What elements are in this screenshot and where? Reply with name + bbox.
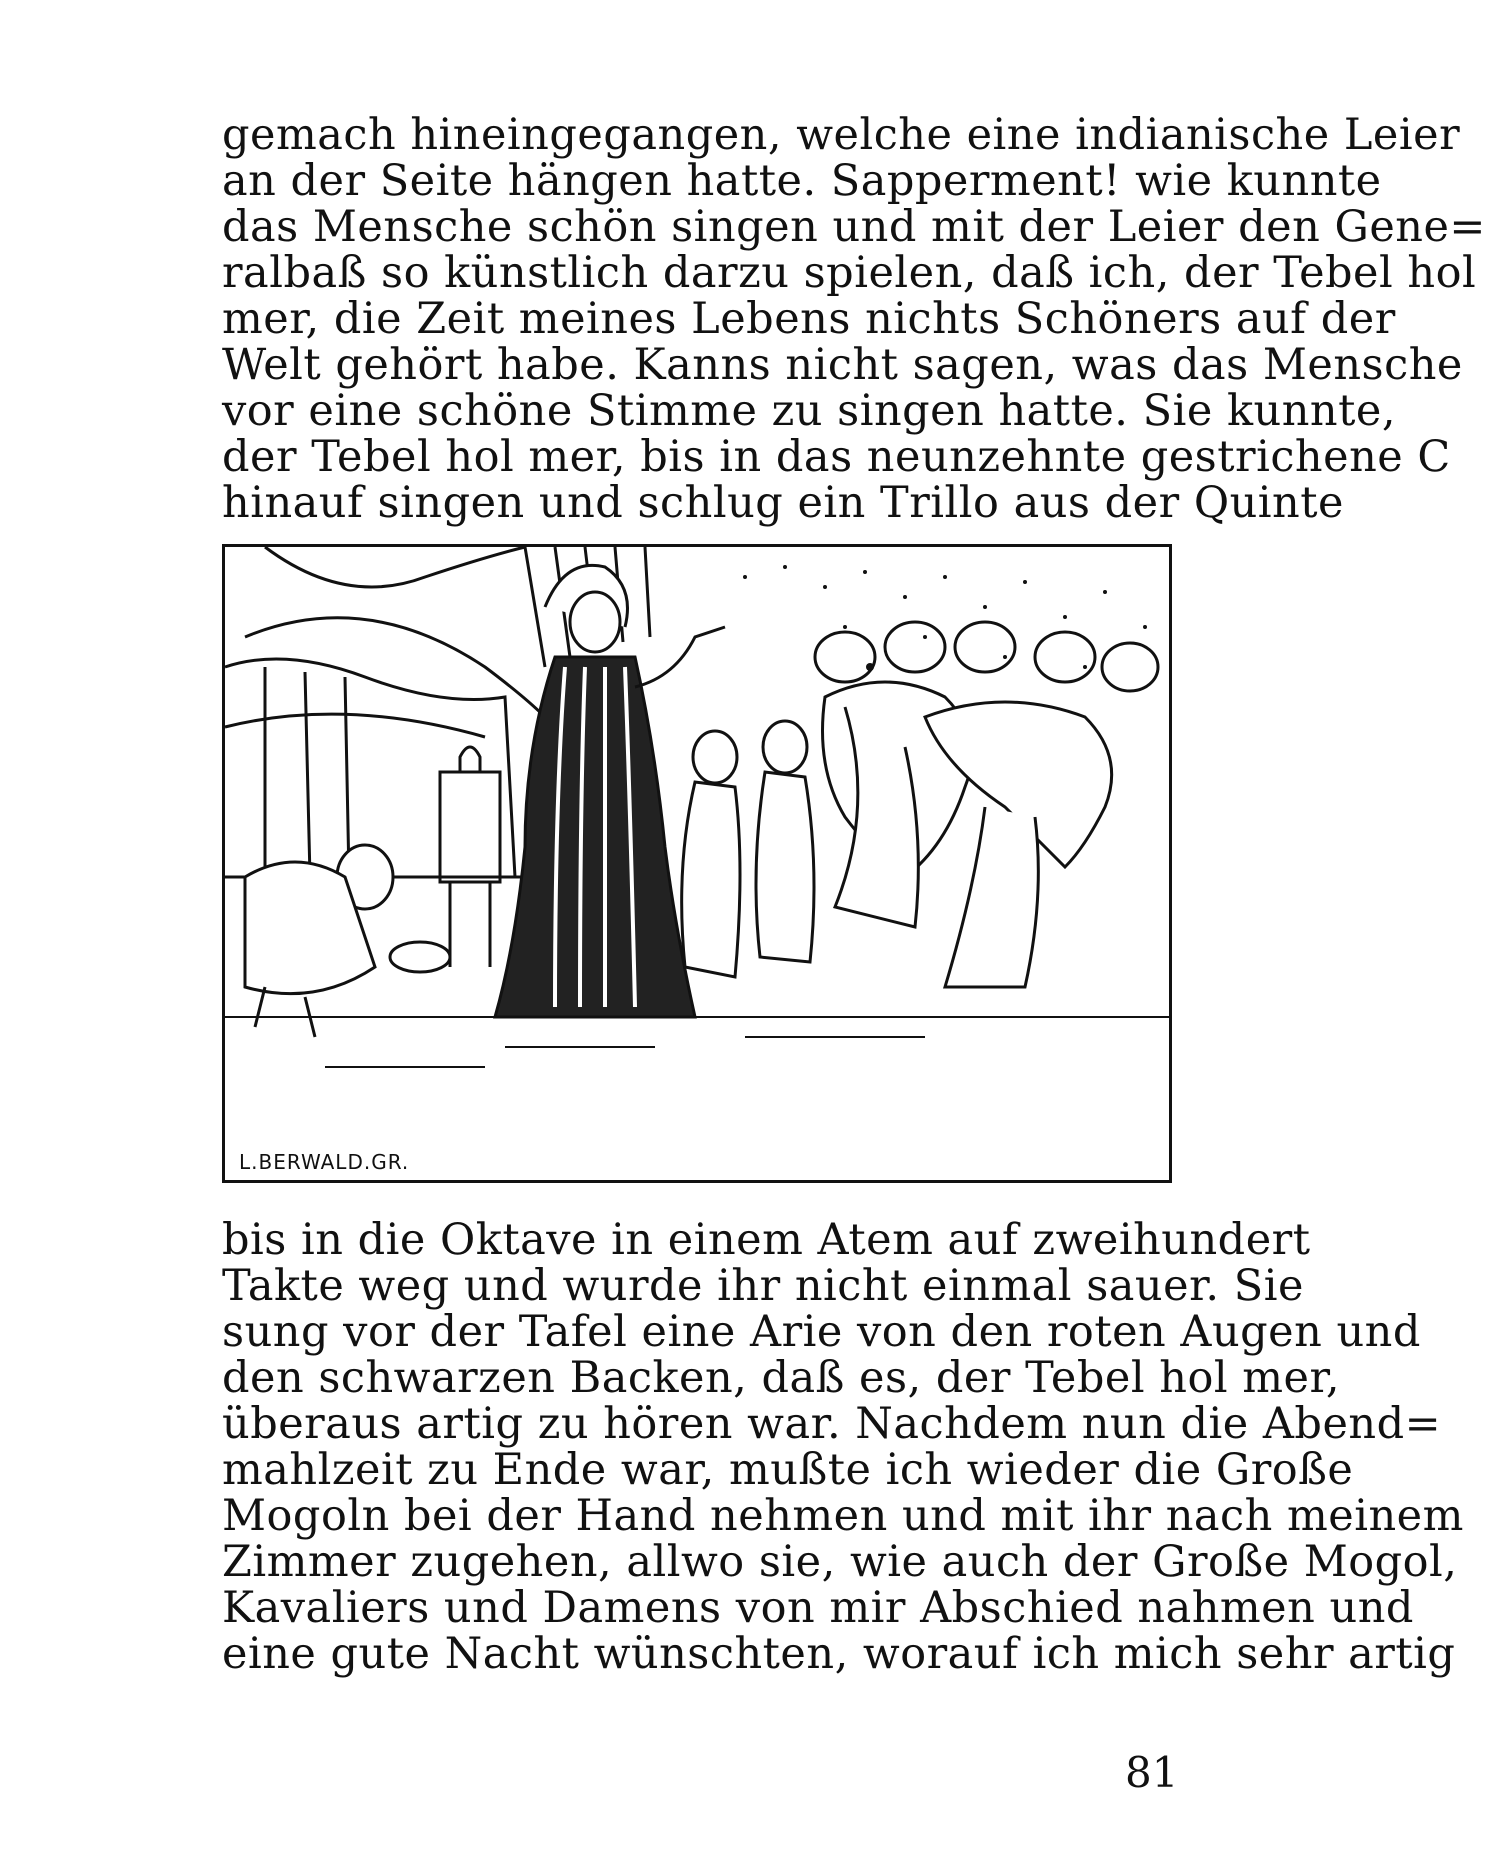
text-line: gemach hineingegangen, welche eine indianische Leier (222, 110, 1461, 160)
text-line: Zimmer zugehen, allwo sie, wie auch der Große Mogol, (222, 1537, 1458, 1587)
text-line: Kavaliers und Damens von mir Abschied nahmen und (222, 1583, 1414, 1633)
text-line: mahlzeit zu Ende war, mußte ich wieder die Große (222, 1445, 1354, 1495)
text-line: Takte weg und wurde ihr nicht einmal sauer. Sie (222, 1261, 1304, 1311)
bottom-text-block (222, 1215, 1464, 1679)
text-line: vor eine schöne Stimme zu singen hatte. Sie kunnte, (222, 386, 1397, 436)
text-line: ralbaß so künstlich darzu spielen, daß ich, der Tebel hol (222, 248, 1477, 298)
text-line: sung vor der Tafel eine Arie von den roten Augen und (222, 1307, 1421, 1357)
kneeling-man-figure (245, 845, 450, 1037)
page-number: 81 (1125, 1748, 1179, 1797)
text-line: eine gute Nacht wünschten, worauf ich mich sehr artig (222, 1629, 1456, 1679)
text-line: der Tebel hol mer, bis in das neunzehnte gestrichene C (222, 432, 1451, 482)
text-line: den schwarzen Backen, daß es, der Tebel hol mer, (222, 1353, 1341, 1403)
top-text-block (222, 110, 1486, 528)
text-line: bis in die Oktave in einem Atem auf zweihundert (222, 1215, 1311, 1265)
table-drawing (440, 747, 500, 967)
illustration-drawing (225, 547, 1169, 1180)
text-line: das Mensche schön singen und mit der Leier den Gene= (222, 202, 1486, 252)
illustrator-signature: L.BERWALD.GR. (239, 1150, 410, 1174)
text-line: überaus artig zu hören war. Nachdem nun die Abend= (222, 1399, 1442, 1449)
text-line: hinauf singen und schlug ein Trillo aus der Quinte (222, 478, 1344, 528)
text-line: Welt gehört habe. Kanns nicht sagen, was das Mensche (222, 340, 1463, 390)
floor-lines (225, 1017, 1169, 1067)
text-line: mer, die Zeit meines Lebens nichts Schöners auf der (222, 294, 1396, 344)
courtiers-figures (682, 622, 1158, 987)
illustration (222, 544, 1172, 1183)
text-line: an der Seite hängen hatte. Sapperment! wie kunnte (222, 156, 1382, 206)
text-line: Mogoln bei der Hand nehmen und mit ihr nach meinem (222, 1491, 1464, 1541)
